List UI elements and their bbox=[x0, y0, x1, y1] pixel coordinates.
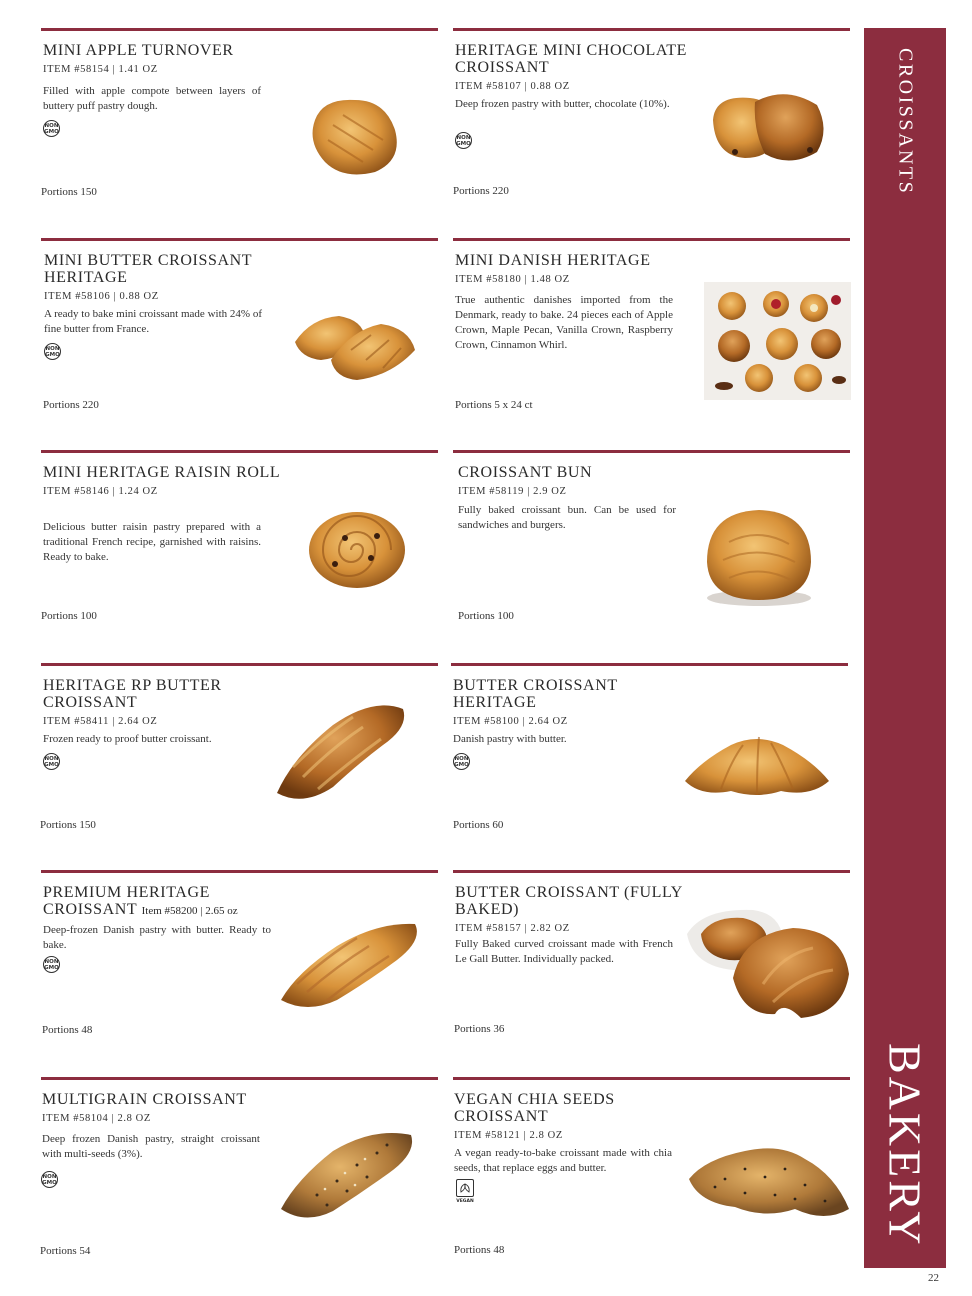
item-number: ITEM #58146 | 1.24 OZ bbox=[43, 486, 158, 497]
premium-croissant-image bbox=[277, 916, 423, 1016]
item-number: ITEM #58180 | 1.48 OZ bbox=[455, 274, 570, 285]
vegan-croissant-image bbox=[685, 1139, 853, 1227]
product-title: MULTIGRAIN CROISSANT ITEM #58104 | 2.8 OZ bbox=[42, 1091, 302, 1127]
product-title: CROISSANT BUN ITEM #58119 | 2.9 OZ bbox=[458, 464, 708, 500]
card-divider bbox=[41, 238, 438, 241]
raisin-roll-image bbox=[305, 508, 409, 592]
product-card-heritage-rp-butter-croissant bbox=[41, 663, 438, 863]
product-description: Delicious butter raisin pastry prepared with a traditional French recipe, garnished with raisins. Ready to bake. bbox=[43, 521, 261, 563]
product-description: True authentic danishes imported from the Denmark, ready to bake. 24 pieces each of Apple Crown, Maple Pecan, Vanilla Crown, Raspberry Crown, Cinnamon Whirl. bbox=[455, 294, 673, 351]
chocolate-croissant-image bbox=[705, 80, 830, 165]
portions: Portions 36 bbox=[454, 1023, 505, 1035]
non-gmo-icon: NON GMO bbox=[455, 132, 472, 149]
product-description: A ready to bake mini croissant made with 24% of fine butter from France. bbox=[44, 308, 262, 335]
product-title: VEGAN CHIA SEEDS CROISSANT ITEM #58121 | 2.8 OZ bbox=[454, 1091, 704, 1144]
category-sidebar bbox=[864, 28, 946, 1268]
product-card-butter-croissant-heritage bbox=[451, 663, 848, 863]
product-card-mini-apple-turnover bbox=[41, 28, 438, 228]
product-title: PREMIUM HERITAGE CROISSANT Item #58200 | 2.65 oz bbox=[43, 884, 238, 918]
product-title: MINI HERITAGE RAISIN ROLL ITEM #58146 | 1.24 OZ bbox=[43, 464, 293, 500]
item-number: ITEM #58106 | 0.88 OZ bbox=[44, 291, 159, 302]
card-divider bbox=[453, 238, 850, 241]
product-card-premium-heritage-croissant bbox=[41, 870, 438, 1070]
portions: Portions 48 bbox=[42, 1024, 93, 1036]
product-description: Danish pastry with butter. bbox=[453, 733, 567, 745]
non-gmo-icon: NON GMO bbox=[43, 753, 60, 770]
non-gmo-icon: NON GMO bbox=[43, 956, 60, 973]
card-divider bbox=[41, 1077, 438, 1080]
product-description: Fully Baked curved croissant made with French Le Gall Butter. Individually packed. bbox=[455, 938, 673, 965]
danish-assortment-image bbox=[704, 282, 851, 400]
product-title: MINI BUTTER CROISSANT HERITAGE ITEM #58106 | 0.88 OZ bbox=[44, 252, 294, 305]
card-divider bbox=[41, 870, 438, 873]
croissant-bun-image bbox=[699, 502, 819, 612]
item-number: ITEM #58121 | 2.8 OZ bbox=[454, 1130, 563, 1141]
item-number: ITEM #58119 | 2.9 OZ bbox=[458, 486, 567, 497]
straight-croissant-image bbox=[681, 731, 833, 803]
multigrain-croissant-image bbox=[277, 1125, 417, 1225]
page-number: 22 bbox=[928, 1272, 939, 1284]
card-divider bbox=[41, 450, 438, 453]
apple-turnover-image bbox=[303, 90, 413, 180]
portions: Portions 150 bbox=[41, 186, 97, 198]
product-description: Deep frozen pastry with butter, chocolate (10%). bbox=[455, 98, 670, 110]
product-title: MINI APPLE TURNOVER ITEM #58154 | 1.41 OZ bbox=[43, 42, 293, 78]
product-title: HERITAGE MINI CHOCOLATE CROISSANT ITEM #58107 | 0.88 OZ bbox=[455, 42, 705, 95]
product-title: BUTTER CROISSANT HERITAGE ITEM #58100 | 2.64 OZ bbox=[453, 677, 703, 730]
item-number: ITEM #58107 | 0.88 OZ bbox=[455, 81, 570, 92]
card-divider bbox=[453, 1077, 850, 1080]
non-gmo-icon: NON GMO bbox=[453, 753, 470, 770]
product-description: Deep frozen Danish pastry, straight croissant with multi-seeds (3%). bbox=[42, 1133, 260, 1160]
category-label: BAKERY bbox=[879, 1043, 931, 1248]
product-card-heritage-mini-chocolate-croissant bbox=[453, 28, 850, 228]
portions: Portions 220 bbox=[43, 399, 99, 411]
portions: Portions 150 bbox=[40, 819, 96, 831]
product-card-mini-butter-croissant-heritage bbox=[41, 238, 438, 438]
portions: Portions 100 bbox=[458, 610, 514, 622]
product-card-mini-danish-heritage bbox=[453, 238, 850, 438]
product-card-butter-croissant-fully-baked bbox=[453, 870, 850, 1070]
product-card-croissant-bun bbox=[453, 450, 850, 650]
card-divider bbox=[453, 28, 850, 31]
portions: Portions 48 bbox=[454, 1244, 505, 1256]
section-label: CROISSANTS bbox=[894, 48, 917, 196]
non-gmo-icon: NON GMO bbox=[43, 120, 60, 137]
product-description: Fully baked croissant bun. Can be used for sandwiches and burgers. bbox=[458, 504, 676, 531]
card-divider bbox=[41, 28, 438, 31]
card-divider bbox=[453, 870, 850, 873]
card-divider bbox=[453, 450, 850, 453]
mini-croissant-image bbox=[291, 290, 421, 385]
item-number: ITEM #58100 | 2.64 OZ bbox=[453, 716, 568, 727]
product-title: MINI DANISH HERITAGE ITEM #58180 | 1.48 OZ bbox=[455, 252, 705, 288]
product-title: HERITAGE RP BUTTER CROISSANT ITEM #58411 | 2.64 OZ bbox=[43, 677, 293, 730]
vegan-leaf-icon bbox=[456, 1179, 474, 1197]
card-divider bbox=[451, 663, 848, 666]
portions: Portions 5 x 24 ct bbox=[455, 399, 533, 411]
product-description: Deep-frozen Danish pastry with butter. Ready to bake. bbox=[43, 924, 271, 951]
portions: Portions 60 bbox=[453, 819, 504, 831]
item-number: ITEM #58157 | 2.82 OZ bbox=[455, 923, 570, 934]
product-card-vegan-chia-seeds-croissant bbox=[453, 1077, 850, 1277]
product-card-multigrain-croissant bbox=[41, 1077, 438, 1277]
portions: Portions 100 bbox=[41, 610, 97, 622]
product-card-mini-heritage-raisin-roll bbox=[41, 450, 438, 650]
item-number: ITEM #58154 | 1.41 OZ bbox=[43, 64, 158, 75]
non-gmo-icon: NON GMO bbox=[44, 343, 61, 360]
product-description: Filled with apple compote between layers of buttery puff pastry dough. bbox=[43, 85, 261, 112]
portions: Portions 54 bbox=[40, 1245, 91, 1257]
product-description: Frozen ready to proof butter croissant. bbox=[43, 733, 212, 745]
card-divider bbox=[41, 663, 438, 666]
item-number: ITEM #58411 | 2.64 OZ bbox=[43, 716, 158, 727]
packed-croissant-image bbox=[683, 904, 851, 1024]
non-gmo-icon: NON GMO bbox=[41, 1171, 58, 1188]
product-title: BUTTER CROISSANT (FULLY BAKED) ITEM #58157 | 2.82 OZ bbox=[455, 884, 705, 937]
product-description: A vegan ready-to-bake croissant made with chia seeds, that replace eggs and butter. bbox=[454, 1147, 672, 1174]
item-number: Item #58200 | 2.65 oz bbox=[141, 905, 238, 917]
vegan-label: VEGAN bbox=[456, 1199, 474, 1204]
portions: Portions 220 bbox=[453, 185, 509, 197]
item-number: ITEM #58104 | 2.8 OZ bbox=[42, 1113, 151, 1124]
butter-croissant-image bbox=[263, 697, 413, 812]
